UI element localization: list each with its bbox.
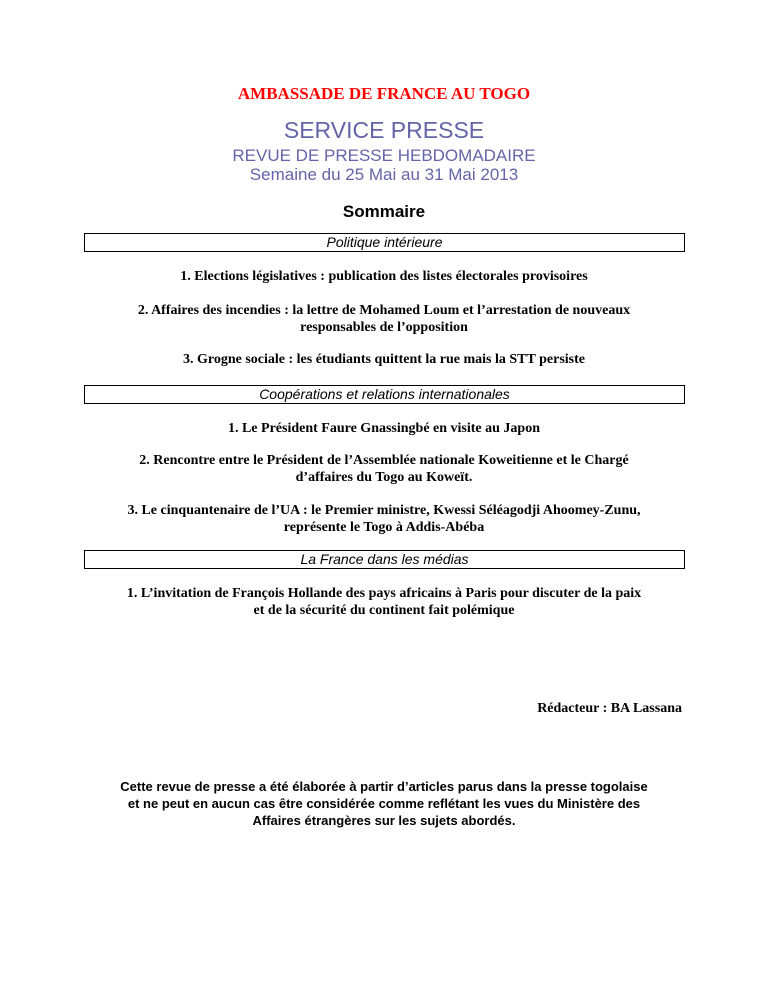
list-item: 1. Le Président Faure Gnassingbé en visite au Japon <box>227 421 541 436</box>
list-item: 1. L’invitation de François Hollande des pays africains à Paris pour discuter de la paix <box>126 586 642 601</box>
list-item: 2. Affaires des incendies : la lettre de Mohamed Loum et l’arrestation de nouveaux <box>137 303 631 318</box>
list-item-continuation: d’affaires du Togo au Koweït. <box>295 470 473 485</box>
redacteur: Rédacteur : BA Lassana <box>537 701 682 716</box>
section-header-france-medias: La France dans les médias <box>84 550 685 569</box>
list-item: 2. Rencontre entre le Président de l’Assemblée nationale Koweitienne et le Chargé <box>139 453 629 468</box>
list-item: 3. Grogne sociale : les étudiants quittent la rue mais la STT persiste <box>183 352 585 367</box>
section-header-politique: Politique intérieure <box>84 233 685 252</box>
disclaimer-line: et ne peut en aucun cas être considérée comme reflétant les vues du Ministère des <box>127 796 641 811</box>
disclaimer-line: Cette revue de presse a été élaborée à partir d’articles parus dans la presse togolaise <box>120 779 648 794</box>
service-title: SERVICE PRESSE <box>283 117 485 143</box>
list-item-continuation: représente le Togo à Addis-Abéba <box>283 520 485 535</box>
sommaire-heading: Sommaire <box>342 202 426 221</box>
list-item: 1. Elections législatives : publication des listes électorales provisoires <box>180 269 588 284</box>
section-header-cooperations: Coopérations et relations internationales <box>84 385 685 404</box>
embassy-title: AMBASSADE DE FRANCE AU TOGO <box>237 84 531 103</box>
disclaimer-line: Affaires étrangères sur les sujets abordés. <box>252 813 516 828</box>
week-range: Semaine du 25 Mai au 31 Mai 2013 <box>249 165 519 184</box>
list-item: 3. Le cinquantenaire de l’UA : le Premier ministre, Kwessi Séléagodji Ahoomey-Zunu, <box>127 503 641 518</box>
list-item-continuation: et de la sécurité du continent fait polémique <box>253 603 515 618</box>
revue-subtitle: REVUE DE PRESSE HEBDOMADAIRE <box>232 146 536 165</box>
list-item-continuation: responsables de l’opposition <box>300 320 468 335</box>
disclaimer <box>0 778 768 829</box>
